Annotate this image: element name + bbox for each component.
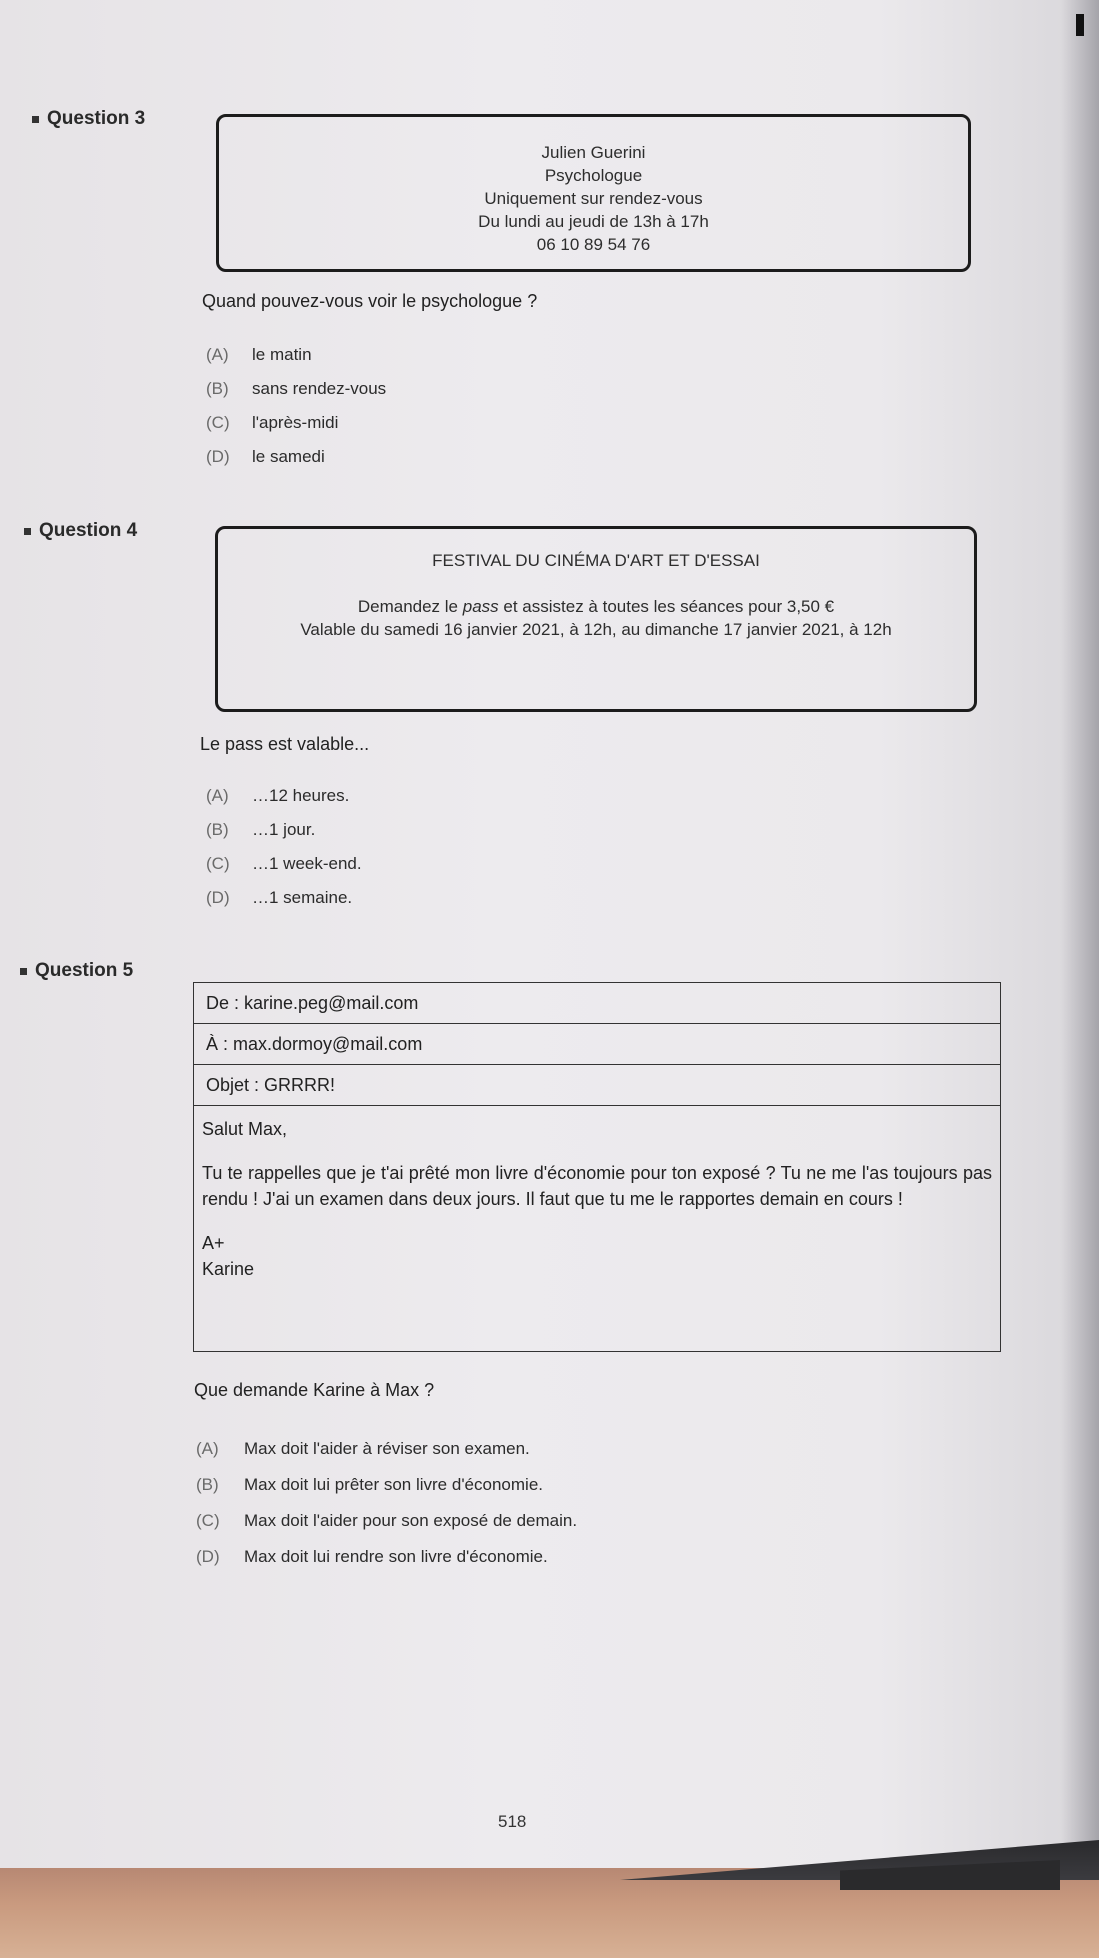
option-d[interactable]: (D) le samedi xyxy=(206,447,325,466)
bullet-icon xyxy=(20,968,27,975)
email-body xyxy=(194,1106,1000,1282)
option-b[interactable]: (B) Max doit lui prêter son livre d'économie. xyxy=(196,1475,543,1494)
question-3-options xyxy=(206,345,386,481)
card-line-phone: 06 10 89 54 76 xyxy=(536,235,651,254)
page-number: 518 xyxy=(498,1812,527,1831)
festival-title: FESTIVAL DU CINÉMA D'ART ET D'ESSAI xyxy=(432,551,760,570)
psychologist-card xyxy=(216,114,971,272)
option-b[interactable]: (B) …1 jour. xyxy=(206,820,316,839)
question-4-title: Question 4 xyxy=(39,520,138,541)
bullet-icon xyxy=(24,528,31,535)
card-line-appointment: Uniquement sur rendez-vous xyxy=(484,189,703,208)
option-a[interactable]: (A) le matin xyxy=(206,345,312,364)
festival-line-2: Valable du samedi 16 janvier 2021, à 12h, au dimanche 17 janvier 2021, à 12h xyxy=(300,620,892,639)
question-5-heading xyxy=(20,960,133,982)
email-greeting: Salut Max, xyxy=(202,1119,288,1139)
question-4-heading xyxy=(24,520,137,542)
question-3-title: Question 3 xyxy=(47,108,146,129)
email-from: De : karine.peg@mail.com xyxy=(194,983,1000,1024)
email-to: À : max.dormoy@mail.com xyxy=(194,1024,1000,1065)
email-signature: Karine xyxy=(202,1259,255,1279)
question-5-prompt: Que demande Karine à Max ? xyxy=(194,1380,435,1400)
bullet-icon xyxy=(32,116,39,123)
option-a[interactable]: (A) …12 heures. xyxy=(206,786,350,805)
option-a[interactable]: (A) Max doit l'aider à réviser son examen. xyxy=(196,1439,530,1458)
option-c[interactable]: (C) …1 week-end. xyxy=(206,854,362,873)
card-line-hours: Du lundi au jeudi de 13h à 17h xyxy=(478,212,709,231)
option-c[interactable]: (C) Max doit l'aider pour son exposé de demain. xyxy=(196,1511,578,1530)
card-line-profession: Psychologue xyxy=(544,166,643,185)
option-d[interactable]: (D) Max doit lui rendre son livre d'économie. xyxy=(196,1547,548,1566)
page-shadow xyxy=(1061,0,1099,1868)
option-d[interactable]: (D) …1 semaine. xyxy=(206,888,353,907)
question-3-prompt: Quand pouvez-vous voir le psychologue ? xyxy=(202,291,538,311)
question-5-options xyxy=(196,1439,577,1583)
option-b[interactable]: (B) sans rendez-vous xyxy=(206,379,387,398)
festival-line-1: Demandez le pass et assistez à toutes les séances pour 3,50 € xyxy=(357,597,835,616)
question-3-heading xyxy=(32,108,145,130)
option-c[interactable]: (C) l'après-midi xyxy=(206,413,339,432)
question-5-title: Question 5 xyxy=(35,960,134,981)
email-subject: Objet : GRRRR! xyxy=(194,1065,1000,1106)
festival-card xyxy=(215,526,977,712)
email-signoff: A+ xyxy=(202,1233,225,1253)
question-4-options xyxy=(206,786,362,922)
email-message xyxy=(193,982,1001,1352)
card-line-name: Julien Guerini xyxy=(541,143,646,162)
corner-mark xyxy=(1076,14,1084,36)
question-4-prompt: Le pass est valable... xyxy=(200,734,370,754)
email-text: Tu te rappelles que je t'ai prêté mon livre d'économie pour ton exposé ? Tu ne me l'as toujours pas rendu ! J'ai un examen dans deux jours. Il faut que tu me le rapportes demain en cours ! xyxy=(202,1163,992,1209)
